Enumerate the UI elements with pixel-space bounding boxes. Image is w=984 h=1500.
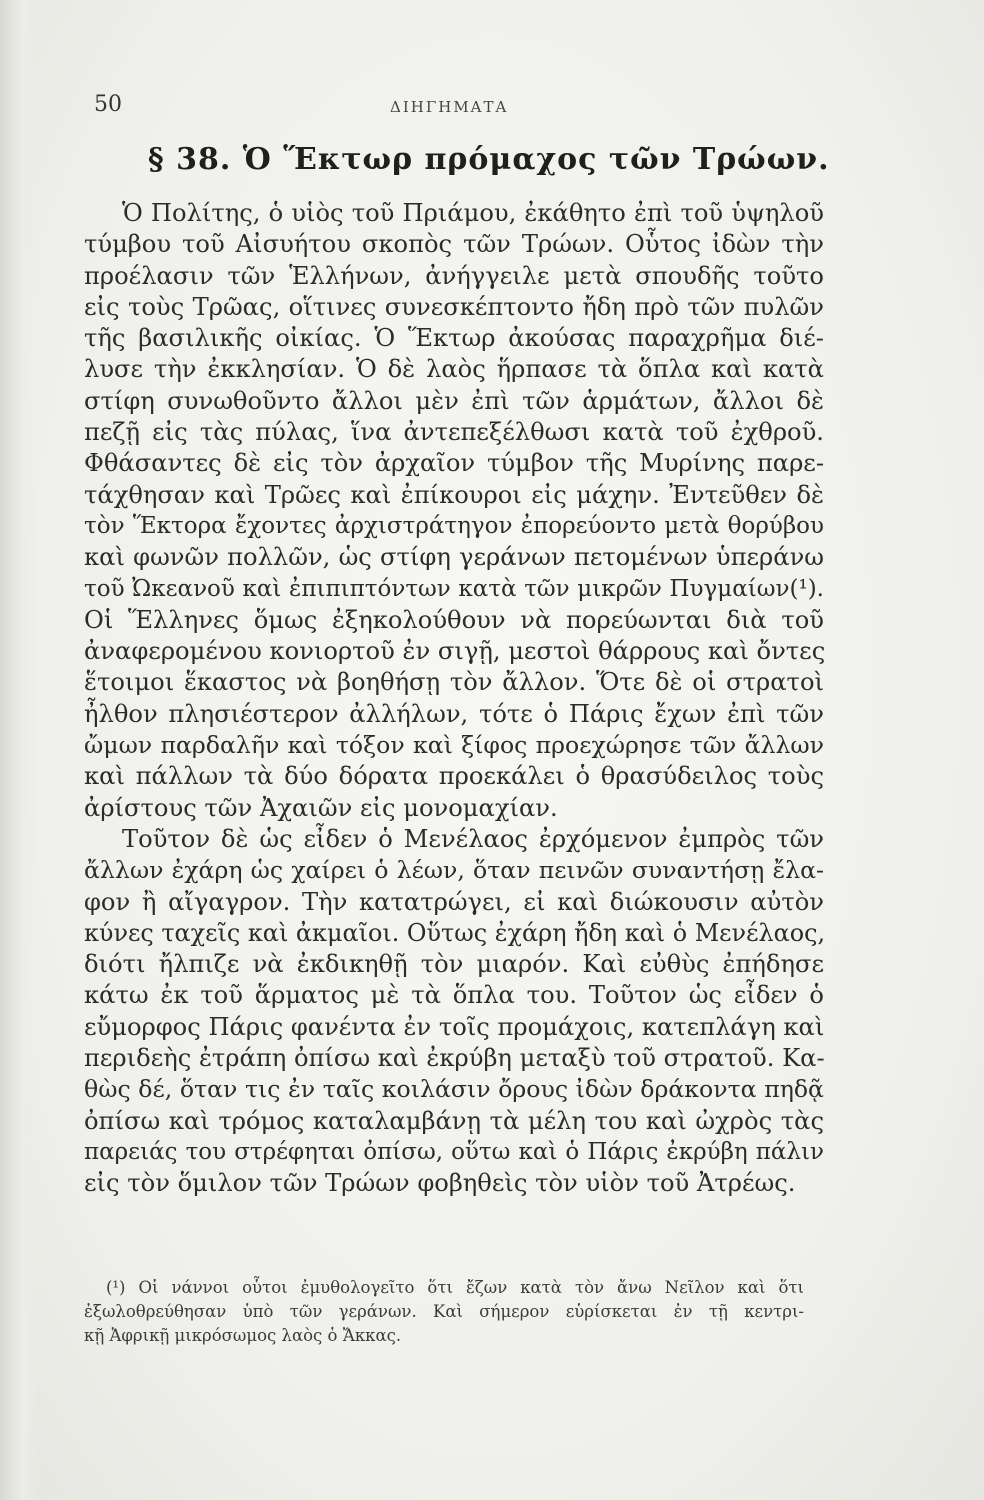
text-line: πεζῇ εἰς τὰς πύλας, ἵνα ἀντεπεξέλθωσι κατὰ τοῦ ἐχθροῦ. [84, 418, 824, 447]
text-line: ἦλθον πλησιέστερον ἀλλήλων, τότε ὁ Πάρις ἔχων ἐπὶ τῶν [84, 699, 824, 728]
text-line: προέλασιν τῶν Ἑλλήνων, ἀνήγγειλε μετὰ σπουδῆς τοῦτο [84, 261, 824, 290]
text-line: ἄλλων ἐχάρη ὡς χαίρει ὁ λέων, ὅταν πεινῶν συναντήσῃ ἔλα- [84, 856, 824, 885]
text-line: διότι ἤλπιζε νὰ ἐκδικηθῇ τὸν μιαρόν. Καὶ εὐθὺς ἐπήδησε [84, 950, 824, 979]
text-line: Ὁ Πολίτης, ὁ υἱὸς τοῦ Πριάμου, ἐκάθητο ἐπὶ τοῦ ὑψηλοῦ [122, 199, 824, 227]
section-title: § 38. Ὁ Ἕκτωρ πρόμαχος τῶν Τρώων. [148, 142, 830, 177]
text-line: περιδεὴς ἐτράπη ὀπίσω καὶ ἐκρύβη μεταξὺ τοῦ στρατοῦ. Κα- [84, 1044, 825, 1073]
page-number: 50 [94, 92, 122, 117]
text-line: φον ἢ αἴγαγρον. Τὴν κατατρώγει, εἰ καὶ διώκουσιν αὐτὸν [84, 887, 824, 916]
text-line: καὶ φωνῶν πολλῶν, ὡς στίφη γεράνων πετομένων ὑπεράνω [84, 543, 824, 572]
text-line: εἰς τὸν ὅμιλον τῶν Τρώων φοβηθεὶς τὸν υἱὸν τοῦ Ἀτρέως. [84, 1169, 796, 1198]
text-line: Φθάσαντες δὲ εἰς τὸν ἀρχαῖον τύμβον τῆς Μυρίνης παρε- [84, 449, 824, 478]
text-line: παρειάς του στρέφηται ὀπίσω, οὕτω καὶ ὁ Πάρις ἐκρύβη πάλιν [84, 1138, 824, 1165]
running-head: ΔΙΗΓΗΜΑΤΑ [390, 98, 509, 116]
text-line: εὔμορφος Πάρις φανέντα ἐν τοῖς προμάχοις, κατεπλάγη καὶ [84, 1012, 825, 1041]
text-line: ὀπίσω καὶ τρόμος καταλαμβάνῃ τὰ μέλη του καὶ ὠχρὸς τὰς [84, 1106, 824, 1135]
text-line: κάτω ἐκ τοῦ ἅρματος μὲ τὰ ὅπλα του. Τοῦτον ὡς εἶδεν ὁ [84, 981, 824, 1010]
text-line: ἀναφερομένου κονιορτοῦ ἐν σιγῇ, μεστοὶ θάρρους καὶ ὄντες [84, 637, 826, 666]
text-line: καὶ πάλλων τὰ δύο δόρατα προεκάλει ὁ θρασύδειλος τοὺς [84, 762, 824, 791]
text-line: τῆς βασιλικῆς οἰκίας. Ὁ Ἕκτωρ ἀκούσας παραχρῆμα διέ- [84, 324, 824, 353]
text-line: λυσε τὴν ἐκκλησίαν. Ὁ δὲ λαὸς ἥρπασε τὰ ὅπλα καὶ κατὰ [84, 355, 824, 384]
footnote [84, 1276, 804, 1348]
text-line: θὼς δέ, ὅταν τις ἐν ταῖς κοιλάσιν ὄρους ἰδὼν δράκοντα πηδᾷ [84, 1075, 824, 1104]
footnote-line: (¹) Οἱ νάννοι οὗτοι ἐμυθολογεῖτο ὅτι ἔζων κατὰ τὸν ἄνω Νεῖλον καὶ ὅτι [106, 1278, 804, 1297]
text-line: ὤμων παρδαλῆν καὶ τόξον καὶ ξίφος προεχώρησε τῶν ἄλλων [84, 731, 824, 760]
text-line: ἕτοιμοι ἕκαστος νὰ βοηθήσῃ τὸν ἄλλον. Ὅτε δὲ οἱ στρατοὶ [84, 668, 824, 697]
body-text [84, 198, 824, 1200]
page-header [94, 92, 874, 122]
text-line: εἰς τοὺς Τρῶας, οἵτινες συνεσκέπτοντο ἤδη πρὸ τῶν πυλῶν [84, 292, 824, 321]
footnote-line: κῇ Ἀφρικῇ μικρόσωμος λαὸς ὁ Ἄκκας. [84, 1326, 402, 1345]
text-line: Τοῦτον δὲ ὡς εἶδεν ὁ Μενέλαος ἐρχόμενον ἐμπρὸς τῶν [122, 824, 824, 853]
text-line: τὸν Ἕκτορα ἔχοντες ἀρχιστράτηγον ἐπορεύοντο μετὰ θορύβου [84, 512, 824, 539]
text-line: τοῦ Ὠκεανοῦ καὶ ἐπιπιπτόντων κατὰ τῶν μικρῶν Πυγμαίων(¹). [84, 575, 824, 602]
text-line: τύμβου τοῦ Αἰσυήτου σκοπὸς τῶν Τρώων. Οὗτος ἰδὼν τὴν [84, 230, 824, 259]
text-line: στίφη συνωθοῦντο ἄλλοι μὲν ἐπὶ τῶν ἁρμάτων, ἄλλοι δὲ [84, 386, 824, 415]
binding-shadow [0, 0, 38, 1500]
text-line: ἀρίστους τῶν Ἀχαιῶν εἰς μονομαχίαν. [84, 793, 558, 822]
text-line: Οἱ Ἕλληνες ὅμως ἐξηκολούθουν νὰ πορεύωνται διὰ τοῦ [84, 605, 824, 634]
text-line: κύνες ταχεῖς καὶ ἀκμαῖοι. Οὕτως ἐχάρη ἤδη καὶ ὁ Μενέλαος, [84, 918, 826, 947]
footnote-line: ἐξωλοθρεύθησαν ὑπὸ τῶν γεράνων. Καὶ σήμερον εὑρίσκεται ἐν τῇ κεντρι- [84, 1302, 804, 1321]
text-line: τάχθησαν καὶ Τρῶες καὶ ἐπίκουροι εἰς μάχην. Ἐντεῦθεν δὲ [84, 480, 824, 509]
